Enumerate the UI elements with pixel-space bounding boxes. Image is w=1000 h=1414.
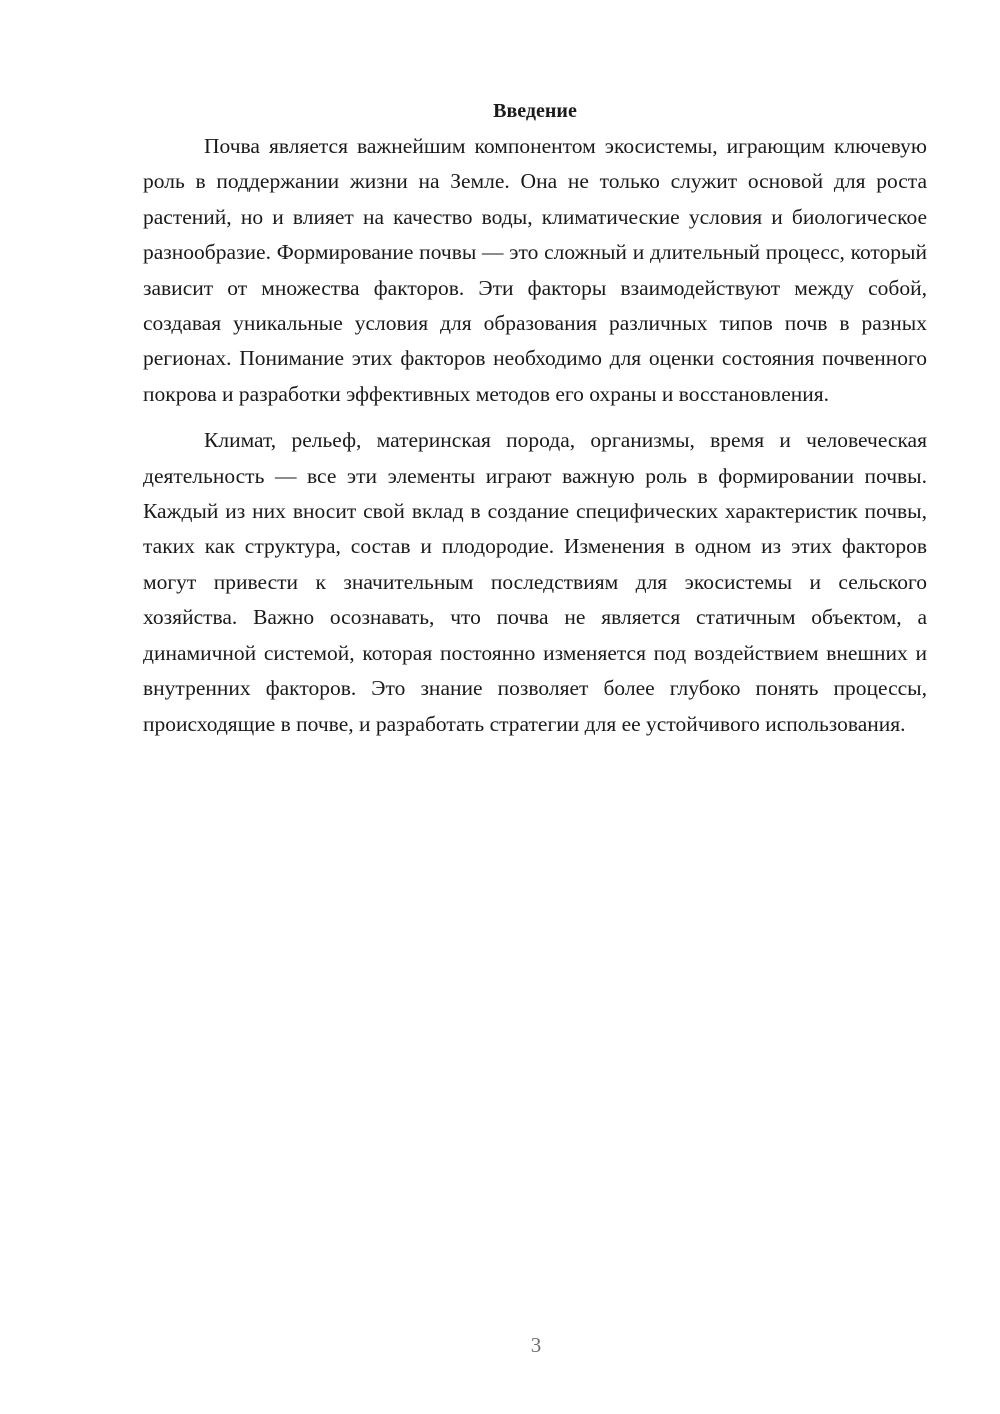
- page-number: 3: [530, 1333, 542, 1357]
- paragraph-1: Почва является важнейшим компонентом экосистемы, играющим ключевую роль в поддержании жизни на Земле. Она не только служит основой для роста растений, но и влияет на качество воды, климатические условия и биологическое разнообразие. Формирование почвы — это сложный и длительный процесс, который зависит от множества факторов. Эти факторы взаимодействуют между собой, создавая уникальные условия для образования различных типов почв в разных регионах. Понимание этих факторов необходимо для оценки состояния почвенного покрова и разработки эффективных методов его охраны и восстановления.: [143, 134, 927, 406]
- section-heading: Введение: [493, 100, 577, 122]
- page-body: [143, 96, 927, 742]
- paragraph-2: Климат, рельеф, материнская порода, организмы, время и человеческая деятельность — все эти элементы играют важную роль в формировании почвы. Каждый из них вносит свой вклад в создание специфических характеристик почвы, таких как структура, состав и плодородие. Изменения в одном из этих факторов могут привести к значительным последствиям для экосистемы и сельского хозяйства. Важно осознавать, что почва не является статичным объектом, а динамичной системой, которая постоянно изменяется под воздействием внешних и внутренних факторов. Это знание позволяет более глубоко понять процессы, происходящие в почве, и разработать стратегии для ее устойчивого использования.: [143, 428, 927, 736]
